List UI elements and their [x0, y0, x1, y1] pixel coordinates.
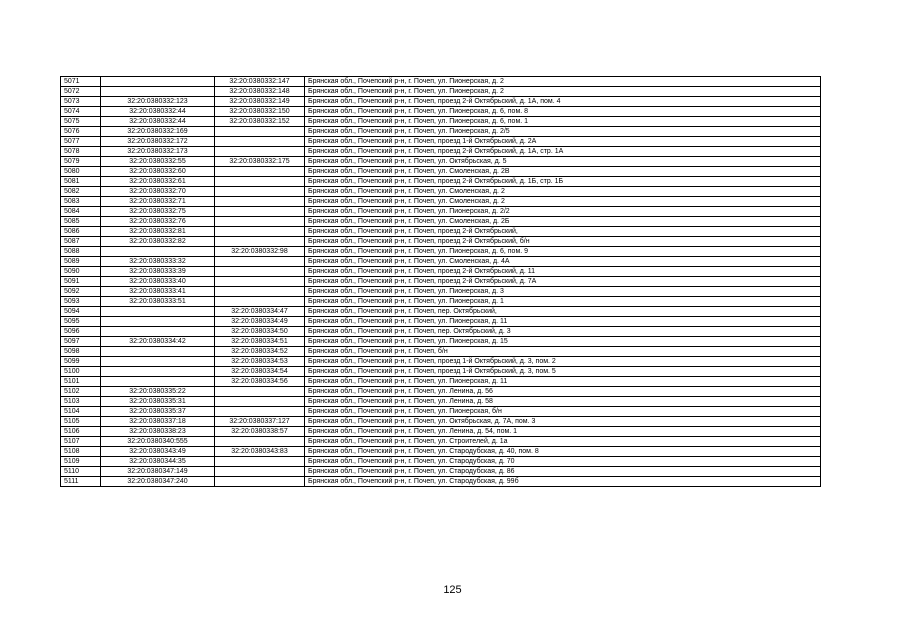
cadastral-number-cell: 32:20:0380332:71 [101, 197, 215, 207]
object-number-cell: 32:20:0380332:149 [215, 97, 305, 107]
address-cell: Брянская обл., Почепский р-н, г. Почеп, ул. Смоленская, д. 2 [305, 197, 821, 207]
cadastral-number-cell [101, 77, 215, 87]
address-cell: Брянская обл., Почепский р-н, г. Почеп, проезд 2-й Октябрьский, д. 1А, стр. 1А [305, 147, 821, 157]
cadastral-number-cell: 32:20:0380335:37 [101, 407, 215, 417]
cadastral-number-cell: 32:20:0380344:35 [101, 457, 215, 467]
table-row [61, 477, 821, 487]
address-cell: Брянская обл., Почепский р-н, г. Почеп, ул. Октябрьская, д. 7А, пом. 3 [305, 417, 821, 427]
table-row [61, 337, 821, 347]
address-cell: Брянская обл., Почепский р-н, г. Почеп, ул. Стародубская, д. 99б [305, 477, 821, 487]
object-number-cell [215, 237, 305, 247]
cadastral-number-cell: 32:20:0380332:81 [101, 227, 215, 237]
row-number-cell: 5072 [61, 87, 101, 97]
cadastral-number-cell: 32:20:0380332:82 [101, 237, 215, 247]
address-cell: Брянская обл., Почепский р-н, г. Почеп, ул. Пионерская, д. 11 [305, 377, 821, 387]
row-number-cell: 5096 [61, 327, 101, 337]
row-number-cell: 5097 [61, 337, 101, 347]
table-row [61, 367, 821, 377]
object-number-cell: 32:20:0380337:127 [215, 417, 305, 427]
object-number-cell: 32:20:0380332:152 [215, 117, 305, 127]
address-cell: Брянская обл., Почепский р-н, г. Почеп, ул. Пионерская, д. 15 [305, 337, 821, 347]
object-number-cell: 32:20:0380334:47 [215, 307, 305, 317]
table-row [61, 147, 821, 157]
cadastral-number-cell: 32:20:0380347:240 [101, 477, 215, 487]
address-cell: Брянская обл., Почепский р-н, г. Почеп, б/н [305, 347, 821, 357]
row-number-cell: 5103 [61, 397, 101, 407]
object-number-cell [215, 127, 305, 137]
row-number-cell: 5087 [61, 237, 101, 247]
cadastral-number-cell [101, 317, 215, 327]
table-row [61, 257, 821, 267]
row-number-cell: 5076 [61, 127, 101, 137]
address-cell: Брянская обл., Почепский р-н, г. Почеп, ул. Смоленская, д. 4А [305, 257, 821, 267]
row-number-cell: 5075 [61, 117, 101, 127]
row-number-cell: 5094 [61, 307, 101, 317]
row-number-cell: 5089 [61, 257, 101, 267]
cadastral-number-cell [101, 367, 215, 377]
row-number-cell: 5093 [61, 297, 101, 307]
table-row [61, 297, 821, 307]
cadastral-number-cell: 32:20:0380333:40 [101, 277, 215, 287]
object-number-cell [215, 187, 305, 197]
object-number-cell: 32:20:0380334:50 [215, 327, 305, 337]
address-cell: Брянская обл., Почепский р-н, г. Почеп, проезд 2-й Октябрьский, д. 1Б, стр. 1Б [305, 177, 821, 187]
table-row [61, 307, 821, 317]
cadastral-number-cell: 32:20:0380332:173 [101, 147, 215, 157]
address-cell: Брянская обл., Почепский р-н, г. Почеп, ул. Смоленская, д. 2Б [305, 217, 821, 227]
cadastral-number-cell: 32:20:0380333:39 [101, 267, 215, 277]
cadastral-number-cell [101, 247, 215, 257]
object-number-cell [215, 477, 305, 487]
object-number-cell [215, 387, 305, 397]
address-cell: Брянская обл., Почепский р-н, г. Почеп, ул. Смоленская, д. 2 [305, 187, 821, 197]
table-row [61, 357, 821, 367]
object-number-cell [215, 267, 305, 277]
address-cell: Брянская обл., Почепский р-н, г. Почеп, ул. Пионерская, д. 1 [305, 297, 821, 307]
object-number-cell [215, 207, 305, 217]
object-number-cell: 32:20:0380332:150 [215, 107, 305, 117]
address-cell: Брянская обл., Почепский р-н, г. Почеп, ул. Пионерская, д. 6, пом. 9 [305, 247, 821, 257]
cadastral-number-cell: 32:20:0380334:42 [101, 337, 215, 347]
table-row [61, 317, 821, 327]
cadastral-number-cell: 32:20:0380332:61 [101, 177, 215, 187]
table-row [61, 187, 821, 197]
table-row [61, 127, 821, 137]
cadastral-number-cell: 32:20:0380332:76 [101, 217, 215, 227]
cadastral-number-cell: 32:20:0380332:44 [101, 107, 215, 117]
row-number-cell: 5090 [61, 267, 101, 277]
address-cell: Брянская обл., Почепский р-н, г. Почеп, ул. Пионерская, д. 11 [305, 317, 821, 327]
cadastral-number-cell: 32:20:0380332:60 [101, 167, 215, 177]
table-row [61, 427, 821, 437]
cadastral-number-cell: 32:20:0380332:169 [101, 127, 215, 137]
cadastral-number-cell: 32:20:0380337:18 [101, 417, 215, 427]
row-number-cell: 5082 [61, 187, 101, 197]
address-cell: Брянская обл., Почепский р-н, г. Почеп, ул. Ленина, д. 58 [305, 397, 821, 407]
address-cell: Брянская обл., Почепский р-н, г. Почеп, ул. Пионерская, д. 3 [305, 287, 821, 297]
table-row [61, 407, 821, 417]
row-number-cell: 5110 [61, 467, 101, 477]
address-cell: Брянская обл., Почепский р-н, г. Почеп, ул. Ленина, д. 54, пом. 1 [305, 427, 821, 437]
object-number-cell: 32:20:0380332:147 [215, 77, 305, 87]
cadastral-number-cell: 32:20:0380333:32 [101, 257, 215, 267]
object-number-cell [215, 177, 305, 187]
cadastral-number-cell [101, 87, 215, 97]
table-row [61, 467, 821, 477]
object-number-cell [215, 457, 305, 467]
address-cell: Брянская обл., Почепский р-н, г. Почеп, проезд 1-й Октябрьский, д. 3, пом. 5 [305, 367, 821, 377]
object-number-cell [215, 467, 305, 477]
row-number-cell: 5092 [61, 287, 101, 297]
table-row [61, 167, 821, 177]
address-cell: Брянская обл., Почепский р-н, г. Почеп, ул. Стародубская, д. 70 [305, 457, 821, 467]
row-number-cell: 5100 [61, 367, 101, 377]
table-row [61, 217, 821, 227]
cadastral-number-cell: 32:20:0380338:23 [101, 427, 215, 437]
row-number-cell: 5108 [61, 447, 101, 457]
object-number-cell: 32:20:0380334:56 [215, 377, 305, 387]
address-cell: Брянская обл., Почепский р-н, г. Почеп, ул. Пионерская, д. 6, пом. 1 [305, 117, 821, 127]
object-number-cell: 32:20:0380334:51 [215, 337, 305, 347]
table-row [61, 177, 821, 187]
cadastral-number-cell [101, 357, 215, 367]
address-cell: Брянская обл., Почепский р-н, г. Почеп, проезд 2-й Октябрьский, д. 7А [305, 277, 821, 287]
object-number-cell [215, 227, 305, 237]
row-number-cell: 5073 [61, 97, 101, 107]
object-number-cell: 32:20:0380334:54 [215, 367, 305, 377]
row-number-cell: 5079 [61, 157, 101, 167]
object-number-cell [215, 197, 305, 207]
address-cell: Брянская обл., Почепский р-н, г. Почеп, ул. Смоленская, д. 2В [305, 167, 821, 177]
row-number-cell: 5085 [61, 217, 101, 227]
table-row [61, 77, 821, 87]
object-number-cell [215, 167, 305, 177]
object-number-cell: 32:20:0380332:148 [215, 87, 305, 97]
table-row [61, 97, 821, 107]
table-row [61, 417, 821, 427]
table-row [61, 87, 821, 97]
row-number-cell: 5071 [61, 77, 101, 87]
row-number-cell: 5101 [61, 377, 101, 387]
page-number: 125 [443, 584, 462, 596]
cadastral-number-cell: 32:20:0380332:55 [101, 157, 215, 167]
table-row [61, 137, 821, 147]
object-number-cell: 32:20:0380334:53 [215, 357, 305, 367]
object-number-cell [215, 407, 305, 417]
cadastral-number-cell [101, 307, 215, 317]
cadastral-number-cell: 32:20:0380332:172 [101, 137, 215, 147]
object-number-cell [215, 437, 305, 447]
address-cell: Брянская обл., Почепский р-н, г. Почеп, ул. Стародубская, д. 86 [305, 467, 821, 477]
cadastral-number-cell: 32:20:0380343:49 [101, 447, 215, 457]
table-row [61, 377, 821, 387]
table-row [61, 157, 821, 167]
address-cell: Брянская обл., Почепский р-н, г. Почеп, ул. Пионерская, б/н [305, 407, 821, 417]
row-number-cell: 5105 [61, 417, 101, 427]
row-number-cell: 5077 [61, 137, 101, 147]
address-cell: Брянская обл., Почепский р-н, г. Почеп, ул. Пионерская, д. 2 [305, 87, 821, 97]
row-number-cell: 5109 [61, 457, 101, 467]
row-number-cell: 5086 [61, 227, 101, 237]
cadastral-number-cell [101, 327, 215, 337]
row-number-cell: 5080 [61, 167, 101, 177]
table-row [61, 117, 821, 127]
object-number-cell: 32:20:0380332:175 [215, 157, 305, 167]
row-number-cell: 5102 [61, 387, 101, 397]
table-row [61, 207, 821, 217]
cadastral-number-cell: 32:20:0380340:555 [101, 437, 215, 447]
address-cell: Брянская обл., Почепский р-н, г. Почеп, ул. Стародубская, д. 40, пом. 8 [305, 447, 821, 457]
table-row [61, 327, 821, 337]
cadastral-number-cell: 32:20:0380335:22 [101, 387, 215, 397]
address-cell: Брянская обл., Почепский р-н, г. Почеп, пер. Октябрьский, д. 3 [305, 327, 821, 337]
table-row [61, 437, 821, 447]
cadastral-number-cell: 32:20:0380347:149 [101, 467, 215, 477]
object-number-cell [215, 217, 305, 227]
address-cell: Брянская обл., Почепский р-н, г. Почеп, ул. Пионерская, д. 6, пом. 8 [305, 107, 821, 117]
table-row [61, 197, 821, 207]
object-number-cell: 32:20:0380332:98 [215, 247, 305, 257]
cadastral-number-cell: 32:20:0380333:51 [101, 297, 215, 307]
cadastral-number-cell: 32:20:0380332:44 [101, 117, 215, 127]
object-number-cell [215, 137, 305, 147]
cadastral-number-cell [101, 377, 215, 387]
object-number-cell [215, 297, 305, 307]
table-row [61, 267, 821, 277]
row-number-cell: 5104 [61, 407, 101, 417]
table-row [61, 347, 821, 357]
row-number-cell: 5083 [61, 197, 101, 207]
object-number-cell: 32:20:0380334:49 [215, 317, 305, 327]
row-number-cell: 5091 [61, 277, 101, 287]
object-number-cell [215, 397, 305, 407]
table-row [61, 387, 821, 397]
cadastral-number-cell: 32:20:0380332:75 [101, 207, 215, 217]
cadastral-number-cell: 32:20:0380332:123 [101, 97, 215, 107]
table-row [61, 277, 821, 287]
address-cell: Брянская обл., Почепский р-н, г. Почеп, пер. Октябрьский, [305, 307, 821, 317]
row-number-cell: 5098 [61, 347, 101, 357]
cadastral-number-cell [101, 347, 215, 357]
address-cell: Брянская обл., Почепский р-н, г. Почеп, ул. Строителей, д. 1а [305, 437, 821, 447]
cadastral-number-cell: 32:20:0380335:31 [101, 397, 215, 407]
address-cell: Брянская обл., Почепский р-н, г. Почеп, проезд 2-й Октябрьский, [305, 227, 821, 237]
object-number-cell [215, 147, 305, 157]
address-cell: Брянская обл., Почепский р-н, г. Почеп, ул. Пионерская, д. 2/5 [305, 127, 821, 137]
table-row [61, 287, 821, 297]
row-number-cell: 5107 [61, 437, 101, 447]
object-number-cell [215, 257, 305, 267]
address-cell: Брянская обл., Почепский р-н, г. Почеп, проезд 1-й Октябрьский, д. 3, пом. 2 [305, 357, 821, 367]
row-number-cell: 5095 [61, 317, 101, 327]
row-number-cell: 5074 [61, 107, 101, 117]
table-row [61, 237, 821, 247]
address-cell: Брянская обл., Почепский р-н, г. Почеп, проезд 2-й Октябрьский, б/н [305, 237, 821, 247]
table-row [61, 447, 821, 457]
object-number-cell: 32:20:0380338:57 [215, 427, 305, 437]
object-number-cell: 32:20:0380343:83 [215, 447, 305, 457]
object-number-cell: 32:20:0380334:52 [215, 347, 305, 357]
table-body [61, 77, 821, 487]
row-number-cell: 5099 [61, 357, 101, 367]
address-cell: Брянская обл., Почепский р-н, г. Почеп, проезд 1-й Октябрьский, д. 2А [305, 137, 821, 147]
row-number-cell: 5081 [61, 177, 101, 187]
table-row [61, 397, 821, 407]
row-number-cell: 5078 [61, 147, 101, 157]
address-cell: Брянская обл., Почепский р-н, г. Почеп, ул. Ленина, д. 56 [305, 387, 821, 397]
cadastral-table [60, 76, 821, 487]
row-number-cell: 5106 [61, 427, 101, 437]
row-number-cell: 5111 [61, 477, 101, 487]
cadastral-number-cell: 32:20:0380332:70 [101, 187, 215, 197]
table-row [61, 457, 821, 467]
address-cell: Брянская обл., Почепский р-н, г. Почеп, проезд 2-й Октябрьский, д. 11 [305, 267, 821, 277]
address-cell: Брянская обл., Почепский р-н, г. Почеп, ул. Пионерская, д. 2 [305, 77, 821, 87]
table-row [61, 247, 821, 257]
row-number-cell: 5084 [61, 207, 101, 217]
row-number-cell: 5088 [61, 247, 101, 257]
table-row [61, 227, 821, 237]
cadastral-number-cell: 32:20:0380333:41 [101, 287, 215, 297]
address-cell: Брянская обл., Почепский р-н, г. Почеп, проезд 2-й Октябрьский, д. 1А, пом. 4 [305, 97, 821, 107]
address-cell: Брянская обл., Почепский р-н, г. Почеп, ул. Пионерская, д. 2/2 [305, 207, 821, 217]
address-cell: Брянская обл., Почепский р-н, г. Почеп, ул. Октябрьская, д. 5 [305, 157, 821, 167]
object-number-cell [215, 277, 305, 287]
table-row [61, 107, 821, 117]
object-number-cell [215, 287, 305, 297]
